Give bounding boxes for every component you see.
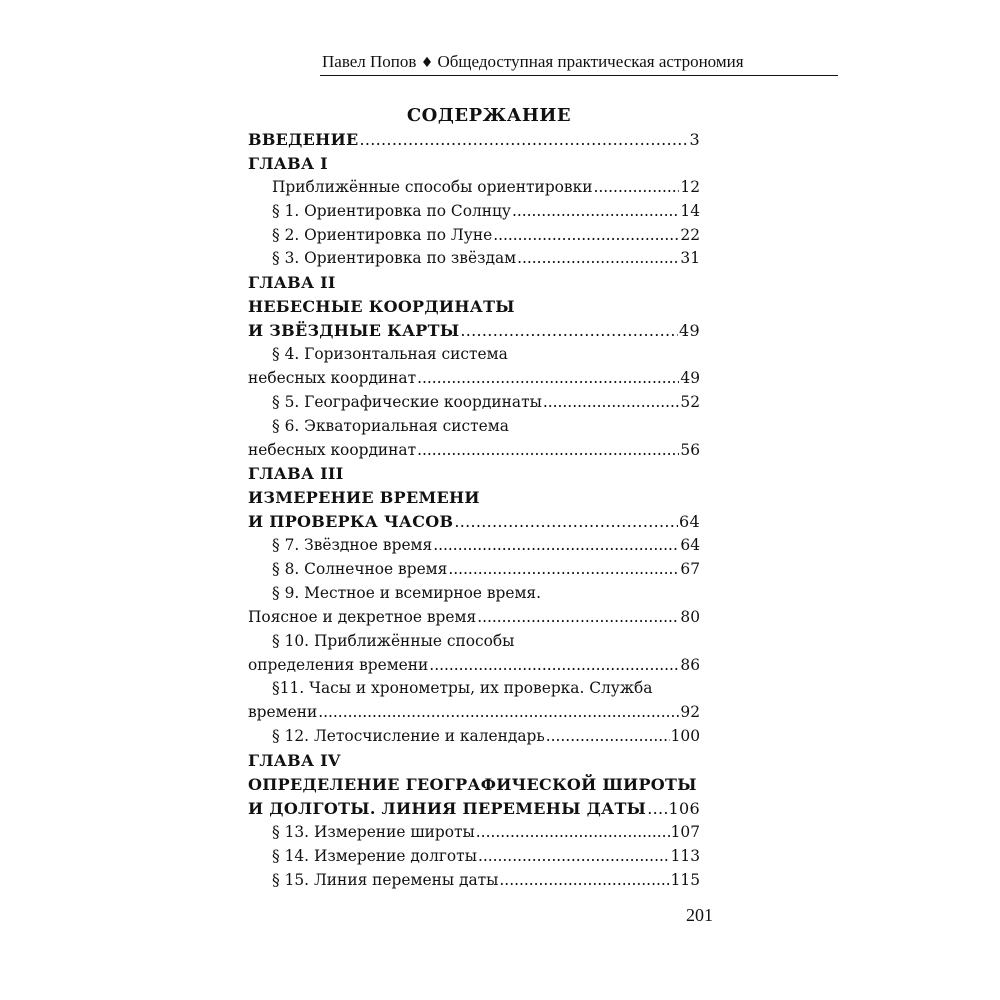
toc-page-number: 100 [670,727,700,746]
dot-leader [499,869,669,893]
toc-entry-text: небесных координат [248,440,417,459]
header-book-title: Общедоступная практическая астрономия [437,52,744,71]
toc-page-number: 31 [680,249,700,268]
toc-page-number: 64 [679,512,700,532]
toc-chapter-2 [248,271,700,295]
toc-entry [248,725,700,749]
dot-leader [448,558,679,582]
toc-entry [248,415,700,439]
toc-entry [248,247,700,271]
toc-entry [248,630,700,654]
toc-entry [248,534,700,558]
toc-entry-text: ГЛАВА I [248,153,328,173]
toc-chapter-title [248,773,700,797]
dot-leader [454,510,678,534]
toc-page-number: 12 [680,177,700,196]
toc-entry-text: ВВЕДЕНИЕ [248,130,359,149]
toc-entry-text: ОПРЕДЕЛЕНИЕ ГЕОГРАФИЧЕСКОЙ ШИРОТЫ [248,775,697,795]
dot-leader [543,391,680,415]
toc-entry-text: § 13. Измерение широты [272,822,475,841]
toc-entry [248,582,700,606]
toc-chapter-title [248,797,700,821]
toc-page-number: 92 [680,703,700,722]
toc-chapter-1 [248,152,700,176]
toc-chapter-3 [248,462,700,486]
dot-leader [476,821,670,845]
page-number: 201 [686,905,713,925]
dot-leader [460,319,678,343]
toc-entry [248,391,700,415]
dot-leader [478,845,670,869]
toc-entry-text: § 7. Звёздное время [272,536,433,555]
toc-entry [248,176,700,200]
toc-entry [248,224,700,248]
toc-title: СОДЕРЖАНИЕ [406,105,572,126]
toc-page-number: 64 [680,536,700,555]
dot-leader [593,176,679,200]
toc-page-number: 22 [680,225,700,244]
toc-entry-text: И ПРОВЕРКА ЧАСОВ [248,512,454,532]
toc-entry-text: ИЗМЕРЕНИЕ ВРЕМЕНИ [248,488,480,508]
toc-entry [248,869,700,893]
toc-page-number: 113 [670,846,700,865]
toc-entry-text: Поясное и декретное время [248,607,477,626]
toc-entry-text: ГЛАВА IV [248,751,341,771]
toc-page-number: 67 [680,560,700,579]
table-of-contents [248,128,700,893]
dot-leader [546,725,670,749]
toc-chapter-4 [248,749,700,773]
toc-page-number: 106 [668,798,700,818]
toc-page-number: 56 [680,440,700,459]
toc-entry-text: И ЗВЁЗДНЫЕ КАРТЫ [248,321,460,341]
dot-leader [417,439,679,463]
dot-leader [477,606,679,630]
toc-entry [248,558,700,582]
toc-entry-text: времени [248,703,318,722]
toc-page-number: 107 [670,822,700,841]
dot-leader [512,200,679,224]
toc-entry-text: И ДОЛГОТЫ. ЛИНИЯ ПЕРЕМЕНЫ ДАТЫ [248,798,647,818]
dot-leader [318,701,679,725]
toc-entry-text: § 1. Ориентировка по Солнцу [272,201,511,220]
toc-entry-text: § 9. Местное и всемирное время. [272,583,542,602]
toc-page-number: 14 [680,201,700,220]
toc-entry-text: § 4. Горизонтальная система [272,345,508,364]
toc-chapter-title [248,486,700,510]
toc-page-number: 52 [680,392,700,411]
toc-entry-continuation [248,367,700,391]
running-header [322,52,744,73]
toc-chapter-title [248,295,700,319]
toc-page-number: 49 [679,321,700,341]
toc-entry-text: § 3. Ориентировка по звёздам [272,249,517,268]
toc-entry-text: § 12. Летосчисление и календарь [272,727,545,746]
dot-leader [517,247,679,271]
dot-leader [417,367,679,391]
toc-entry-text: НЕБЕСНЫЕ КООРДИНАТЫ [248,297,515,317]
toc-chapter-title [248,510,700,534]
toc-entry-text: § 14. Измерение долготы [272,846,477,865]
toc-page-number: 3 [689,130,700,149]
toc-entry-continuation [248,606,700,630]
toc-chapter-title [248,319,700,343]
toc-entry-text: § 5. Географические координаты [272,392,542,411]
toc-entry-text: § 15. Линия перемены даты [272,870,499,889]
dot-leader [429,654,679,678]
toc-entry [248,821,700,845]
toc-entry-text: § 6. Экваториальная система [272,416,509,435]
dot-leader [433,534,679,558]
toc-page-number: 115 [670,870,700,889]
toc-entry-text: небесных координат [248,368,417,387]
toc-entry-text: § 10. Приближённые способы [272,631,515,650]
toc-entry-continuation [248,654,700,678]
toc-entry-continuation [248,701,700,725]
toc-entry-text: §11. Часы и хронометры, их проверка. Служба [272,679,653,698]
toc-entry-text: ГЛАВА III [248,464,344,484]
toc-entry-text: ГЛАВА II [248,273,336,293]
toc-entry-text: § 2. Ориентировка по Луне [272,225,493,244]
diamond-separator-icon: ♦ [420,55,434,71]
dot-leader [493,224,679,248]
dot-leader [360,128,689,152]
toc-page-number: 80 [680,607,700,626]
header-rule [320,75,838,76]
toc-entry [248,845,700,869]
toc-entry [248,200,700,224]
toc-entry-text: определения времени [248,655,429,674]
header-author: Павел Попов [322,52,417,71]
toc-page-number: 86 [680,655,700,674]
toc-entry-continuation [248,439,700,463]
toc-entry-introduction [248,128,700,152]
toc-entry [248,343,700,367]
toc-entry [248,677,700,701]
toc-entry-text: § 8. Солнечное время [272,560,448,579]
toc-entry-text: Приближённые способы ориентировки [272,177,593,196]
dot-leader [647,797,667,821]
toc-page-number: 49 [680,368,700,387]
